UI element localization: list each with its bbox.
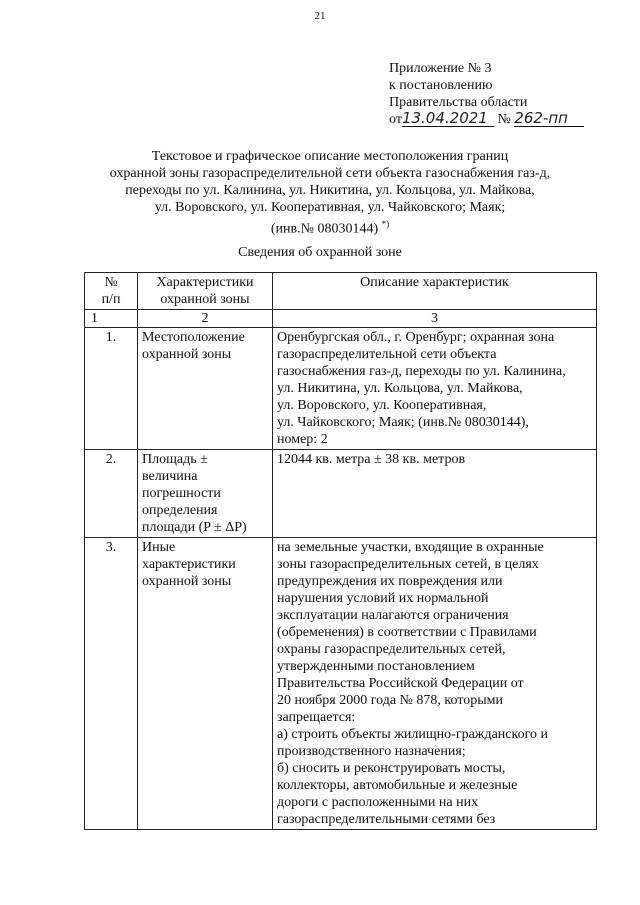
row-description: Оренбургская обл., г. Оренбург; охранная зона газораспределительной сети объекта газоснабжения газ-д, переходы по ул. Калинина, ул. Никитина, ул. Кольцова, ул. Майкова, ул. Воровского, ул. Кооперативная, ул. Чайковского; Маяк; (инв.№ 08030144), номер: 2	[273, 328, 597, 450]
title-line-4: ул. Воровского, ул. Кооперативная, ул. Чайковского; Маяк;	[154, 200, 506, 215]
table-row	[85, 328, 597, 450]
title-line-1: Текстовое и графическое описание местоположения границ	[151, 149, 509, 164]
appendix-date-line	[389, 111, 584, 128]
title-line-3: переходы по ул. Калинина, ул. Никитина, ул. Кольцова, ул. Майкова,	[125, 183, 535, 198]
row-characteristic: Иные характеристики охранной зоны	[138, 538, 273, 830]
appendix-line-3: Правительства области	[389, 95, 528, 110]
handwritten-date: 13.04.2021	[402, 111, 494, 127]
column-index-3: 3	[273, 310, 597, 328]
page-number: 21	[314, 10, 326, 22]
row-description: 12044 кв. метра ± 38 кв. метров	[273, 450, 597, 538]
document-title	[70, 148, 590, 238]
row-number: 2.	[85, 450, 138, 538]
table-row	[85, 538, 597, 830]
row-number: 3.	[85, 538, 138, 830]
appendix-block	[389, 60, 584, 128]
number-prefix: №	[497, 112, 511, 127]
column-index-1: 1	[85, 310, 138, 328]
column-index-row	[85, 310, 597, 328]
table-row	[85, 450, 597, 538]
appendix-line-2: к постановлению	[389, 78, 493, 93]
header-characteristics: Характеристики охранной зоны	[138, 273, 273, 310]
row-number: 1.	[85, 328, 138, 450]
date-prefix: от	[389, 112, 402, 127]
title-line-2: охранной зоны газораспределительной сети объекта газоснабжения газ-д,	[109, 166, 551, 181]
row-description: на земельные участки, входящие в охранные зоны газораспределительных сетей, в целях предупреждения их повреждения или нарушения условий их нормальной эксплуатации налагаются ограничения (обременения) в соответствии с Правилами охраны газораспределительных сетей, утвержденными постановлением Правительства Российской Федерации от 20 ноября 2000 года № 878, которыми запрещается: а) строить объекты жилищно-гражданского и производственного назначения; б) сносить и реконструировать мосты, коллекторы, автомобильные и железные дороги с расположенными на них газораспределительными сетями без	[273, 538, 597, 830]
title-line-5	[70, 216, 590, 238]
header-description: Описание характеристик	[273, 273, 597, 310]
header-number: № п/п	[85, 273, 138, 310]
inventory-number: (инв.№ 08030144)	[270, 221, 379, 237]
column-index-2: 2	[138, 310, 273, 328]
handwritten-number: 262-пп	[514, 111, 584, 127]
section-subtitle: Сведения об охранной зоне	[238, 245, 402, 260]
row-characteristic: Площадь ± величина погрешности определения площади (P ± ΔP)	[138, 450, 273, 538]
appendix-line-1: Приложение № 3	[389, 61, 492, 76]
footnote-mark: *)	[381, 219, 390, 229]
table-header-row	[85, 273, 597, 310]
zone-info-table	[84, 272, 597, 830]
row-characteristic: Местоположение охранной зоны	[138, 328, 273, 450]
